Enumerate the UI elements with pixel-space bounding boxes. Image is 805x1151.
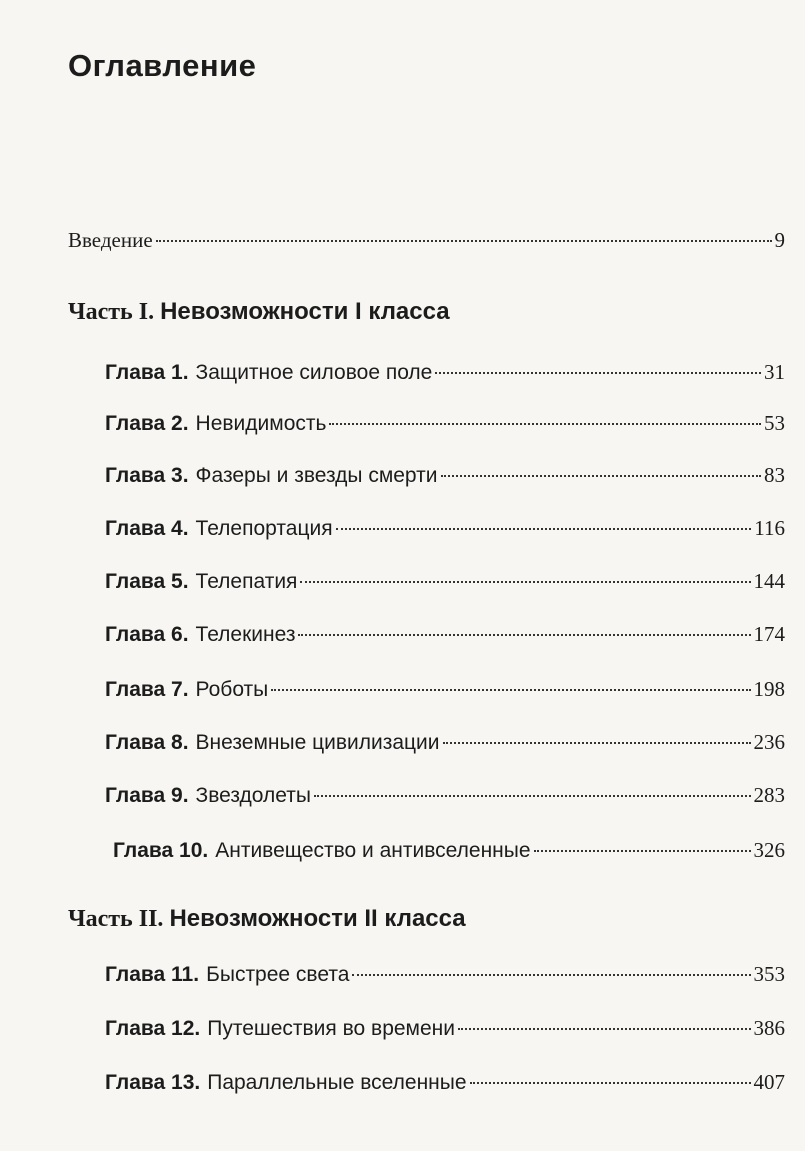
chapter-label: Глава 10.	[113, 839, 209, 862]
chapter-label: Глава 2.	[105, 412, 189, 435]
chapter-title: Телепатия	[195, 570, 298, 593]
toc-entry-chapter[interactable]	[113, 838, 785, 863]
toc-entry-chapter[interactable]	[105, 360, 785, 385]
chapter-title: Быстрее света	[206, 963, 350, 986]
dot-leader	[336, 528, 752, 530]
dot-leader	[458, 1028, 750, 1030]
part-label: Часть I.	[68, 299, 155, 325]
page-number: 326	[753, 838, 785, 862]
page-number: 83	[764, 463, 785, 487]
dot-leader	[314, 795, 751, 797]
chapter-label: Глава 5.	[105, 570, 189, 593]
page-number: 144	[753, 569, 785, 593]
dot-leader	[271, 689, 750, 691]
toc-entry-chapter[interactable]	[105, 730, 785, 755]
toc-entry-chapter[interactable]	[105, 463, 785, 488]
dot-leader	[470, 1082, 751, 1084]
entry-title: Введение	[68, 228, 153, 252]
page-title: Оглавление	[68, 48, 257, 83]
chapter-title: Параллельные вселенные	[207, 1071, 467, 1094]
chapter-label: Глава 7.	[105, 678, 189, 701]
dot-leader	[156, 240, 772, 242]
chapter-title: Телепортация	[195, 517, 333, 540]
chapter-label: Глава 3.	[105, 464, 189, 487]
page-number: 116	[754, 516, 785, 540]
dot-leader	[441, 475, 762, 477]
chapter-label: Глава 11.	[105, 963, 200, 986]
dot-leader	[435, 372, 761, 374]
toc-entry-chapter[interactable]	[105, 411, 785, 436]
chapter-title: Путешествия во времени	[207, 1017, 456, 1040]
page-number: 53	[764, 411, 785, 435]
dot-leader	[300, 581, 750, 583]
toc-entry-chapter[interactable]	[105, 1070, 785, 1095]
toc-entry-chapter[interactable]	[105, 622, 785, 647]
chapter-title: Внеземные цивилизации	[195, 731, 440, 754]
dot-leader	[443, 742, 751, 744]
toc-entry-chapter[interactable]	[105, 516, 785, 541]
toc-entry-chapter[interactable]	[105, 677, 785, 702]
chapter-title: Роботы	[195, 678, 269, 701]
page-number: 407	[753, 1070, 785, 1094]
toc-entry-chapter[interactable]	[105, 962, 785, 987]
chapter-title: Телекинез	[195, 623, 296, 646]
chapter-label: Глава 8.	[105, 731, 189, 754]
chapter-label: Глава 4.	[105, 517, 189, 540]
part-heading-1	[68, 298, 450, 326]
chapter-title: Звездолеты	[195, 784, 311, 807]
dot-leader	[352, 974, 750, 976]
chapter-title: Фазеры и звезды смерти	[195, 464, 438, 487]
page-number: 174	[753, 622, 785, 646]
page-number: 198	[753, 677, 785, 701]
toc-entry-chapter[interactable]	[105, 783, 785, 808]
chapter-label: Глава 6.	[105, 623, 189, 646]
page-number: 236	[753, 730, 785, 754]
dot-leader	[329, 423, 761, 425]
dot-leader	[534, 850, 751, 852]
part-label: Часть II.	[68, 906, 164, 932]
dot-leader	[298, 634, 750, 636]
page-number: 353	[753, 962, 785, 986]
chapter-title: Защитное силовое поле	[195, 361, 433, 384]
chapter-label: Глава 13.	[105, 1071, 201, 1094]
toc-entry-chapter[interactable]	[105, 1016, 785, 1041]
toc-entry-chapter[interactable]	[105, 569, 785, 594]
page-number: 9	[774, 228, 785, 252]
chapter-label: Глава 12.	[105, 1017, 201, 1040]
toc-entry-intro[interactable]	[68, 228, 785, 253]
page-number: 386	[753, 1016, 785, 1040]
chapter-label: Глава 9.	[105, 784, 189, 807]
part-heading-2	[68, 905, 466, 933]
page-number: 283	[753, 783, 785, 807]
chapter-label: Глава 1.	[105, 361, 189, 384]
chapter-title: Антивещество и антивселенные	[215, 839, 531, 862]
chapter-title: Невидимость	[195, 412, 327, 435]
part-title: Невозможности II класса	[169, 905, 466, 932]
part-title: Невозможности I класса	[160, 298, 450, 325]
page-number: 31	[764, 360, 785, 384]
